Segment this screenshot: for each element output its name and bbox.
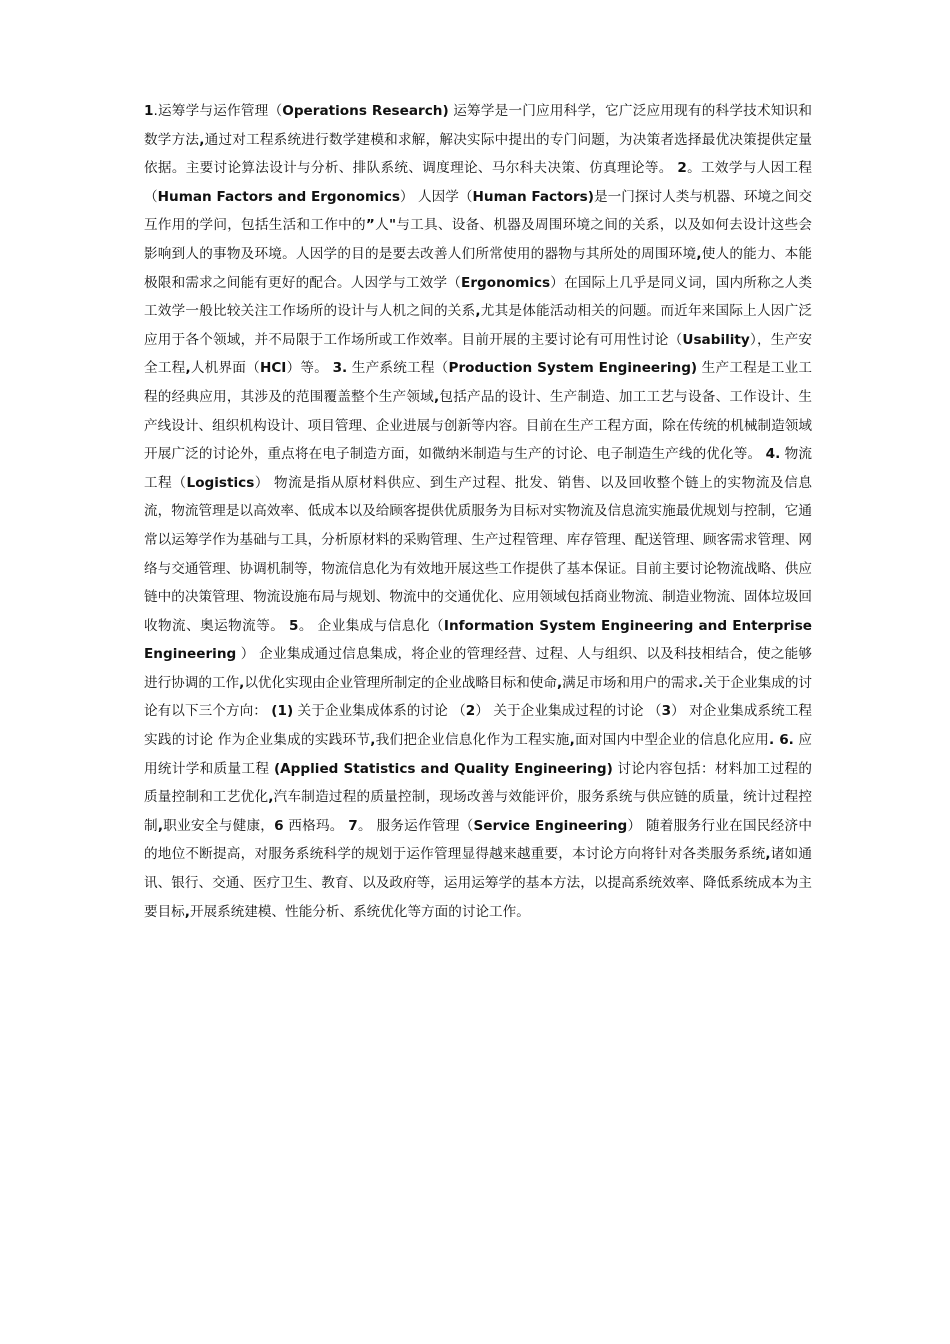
- bold-text-run: ": [388, 217, 397, 234]
- text-run: 是一门探讨人类与机器、环境之间交互作用的学问，包括生活和工作中的: [144, 188, 813, 234]
- text-run: 我们把企业信息化作为工程实施: [375, 732, 570, 749]
- bold-text-run: ,: [696, 245, 702, 262]
- bold-text-run: Information System Engineering and Enterprise Engineering: [144, 617, 813, 663]
- text-run: .运筹学与运作管理（: [153, 103, 283, 119]
- text-run: 讨论内容包括：材料加工过程的质量控制和工艺优化: [144, 760, 812, 806]
- text-run: 诸如通讯、银行、交通、医疗卫生、教育、以及政府等，运用运筹学的基本方法，以提高系统效率、降低系统成本为主要目标: [144, 846, 813, 920]
- text-run: 与工具、设备、机器及周围环境之间的关系，以及如何去设计这些会影响到人的事物及环境。人因学的目的是要去改善人们所常使用的器物与其所处的周围环境: [144, 217, 813, 262]
- bold-text-run: 3.: [332, 360, 348, 377]
- bold-text-run: 3: [661, 703, 672, 720]
- text-run: 面对国内中型企业的信息化应用: [574, 732, 770, 749]
- text-run: 生产工程是工业工程的经典应用，其涉及的范围覆盖整个生产领域: [144, 360, 813, 405]
- bold-text-run: (Applied Statistics and Quality Engineering): [273, 760, 613, 777]
- text-run: 。工效学与人因工程（: [144, 160, 812, 205]
- text-run: 。 服务运作管理（: [357, 817, 474, 834]
- bold-text-run: 4.: [765, 446, 781, 463]
- bold-text-run: ,: [765, 846, 771, 863]
- bold-text-run: ,: [239, 674, 245, 691]
- bold-text-run: Usability: [682, 331, 750, 348]
- text-run: 运筹学是一门应用科学，它广泛应用现有的科学技术知识和数学方法: [144, 103, 812, 148]
- text-run: ）等。: [286, 360, 333, 377]
- bold-text-run: ,: [475, 303, 481, 320]
- bold-text-run: ,: [199, 131, 205, 148]
- text-run: 满足市场和用户的需求: [562, 674, 699, 691]
- text-run: 物流工程（: [144, 446, 812, 491]
- bold-text-run: 7: [348, 817, 358, 834]
- bold-text-run: Human Factors and Ergonomics: [157, 188, 400, 205]
- bold-text-run: Logistics: [186, 474, 255, 491]
- bold-text-run: ,: [185, 360, 191, 377]
- bold-text-run: HCI: [259, 360, 287, 377]
- text-run: 。 企业集成与信息化（: [298, 617, 444, 634]
- bold-text-run: 2: [677, 160, 687, 177]
- bold-text-run: Human Factors): [472, 188, 594, 205]
- text-run: 开展系统建模、性能分析、系统优化等方面的讨论工作。: [189, 903, 530, 920]
- document-body: [144, 97, 812, 926]
- text-run: 包括产品的设计、生产制造、加工工艺与设备、工作设计、生产线设计、组织机构设计、项目管理、企业进展与创新等内容。目前在生产工程方面，除在传统的机械制造领域开展广泛的讨论外，重点将在电子制造方面，如微纳米制造与生产的讨论、电子制造生产线的优化等。: [144, 388, 813, 463]
- text-run: 关于企业集成的讨论有以下三个方向：: [144, 674, 813, 720]
- bold-text-run: . 6.: [769, 732, 794, 749]
- text-run: 以优化实现由企业管理所制定的企业战略目标和使命: [244, 674, 557, 691]
- bold-text-run: 6: [274, 817, 284, 834]
- text-run: 人机界面（: [190, 360, 260, 377]
- text-run: ），生产安全工程: [144, 331, 813, 377]
- bold-text-run: ,: [268, 789, 274, 806]
- bold-text-run: 2: [465, 703, 476, 720]
- text-run: ） 对企业集成系统工程实践的讨论 作为企业集成的实践环节: [144, 703, 812, 749]
- bold-text-run: ,: [370, 732, 376, 749]
- bold-text-run: ,: [569, 732, 575, 749]
- bold-text-run: (1): [271, 703, 294, 720]
- text-run: ） 关于企业集成过程的讨论 （: [475, 703, 662, 720]
- text-run: ） 企业集成通过信息集成，将企业的管理经营、过程、人与组织、以及科技相结合，使之能够进行协调的工作: [144, 646, 812, 691]
- text-run: 职业安全与健康，: [163, 817, 275, 834]
- text-run: ） 物流是指从原材料供应、到生产过程、批发、销售、以及回收整个链上的实物流及信息流，物流管理是以高效率、低成本以及给顾客提供优质服务为目标对实物流及信息流实施最优规划与控制，它通常以运筹学作为基础与工具，分析原材料的采购管理、生产过程管理、库存管理、配送管理、顾客需求管理、网络与交通管理、协调机制等，物流信息化为有效地开展这些工作提供了基本保证。目前主要讨论物流战略、供应链中的决策管理、物流设施布局与规划、物流中的交通优化、应用领域包括商业物流、制造业物流、固体垃圾回收物流、奥运物流等。: [144, 474, 813, 634]
- text-run: ） 人因学（: [400, 188, 473, 205]
- bold-text-run: 5: [289, 617, 299, 634]
- text-run: 应用统计学和质量工程: [144, 732, 812, 777]
- text-run: 人: [374, 217, 389, 234]
- bold-text-run: ,: [556, 674, 563, 691]
- text-run: 尤其是体能活动相关的问题。而近年来国际上人因广泛应用于各个领域，并不局限于工作场所或工作效率。目前开展的主要讨论有可用性讨论（: [144, 303, 813, 348]
- text-run: ） 随着服务行业在国民经济中的地位不断提高，对服务系统科学的规划于运作管理显得越来越重要，本讨论方向将针对各类服务系统: [144, 817, 812, 863]
- bold-text-run: Operations Research): [282, 103, 449, 119]
- bold-text-run: .: [698, 674, 704, 691]
- bold-text-run: ,: [157, 817, 164, 834]
- bold-text-run: 1: [144, 103, 154, 119]
- bold-text-run: Ergonomics: [461, 274, 551, 291]
- bold-text-run: ”: [365, 217, 375, 234]
- text-run: 使人的能力、本能极限和需求之间能有更好的配合。人因学与工效学（: [144, 245, 813, 291]
- text-run: 生产系统工程（: [347, 360, 449, 377]
- bold-text-run: ,: [434, 388, 440, 405]
- text-run: 汽车制造过程的质量控制，现场改善与效能评价，服务系统与供应链的质量，统计过程控制: [144, 789, 812, 834]
- bold-text-run: ,: [184, 903, 190, 920]
- bold-text-run: Production System Engineering): [448, 360, 698, 377]
- text-run: 通过对工程系统进行数学建模和求解，解决实际中提出的专门问题，为决策者选择最优决策提供定量依据。主要讨论算法设计与分析、排队系统、调度理论、马尔科夫决策、仿真理论等。: [144, 131, 813, 177]
- text-run: 关于企业集成体系的讨论 （: [293, 703, 466, 720]
- bold-text-run: Service Engineering: [473, 817, 628, 834]
- text-run: ）在国际上几乎是同义词，国内所称之人类工效学一般比较关注工作场所的设计与人机之间的关系: [144, 274, 813, 320]
- text-run: 西格玛。: [283, 817, 349, 834]
